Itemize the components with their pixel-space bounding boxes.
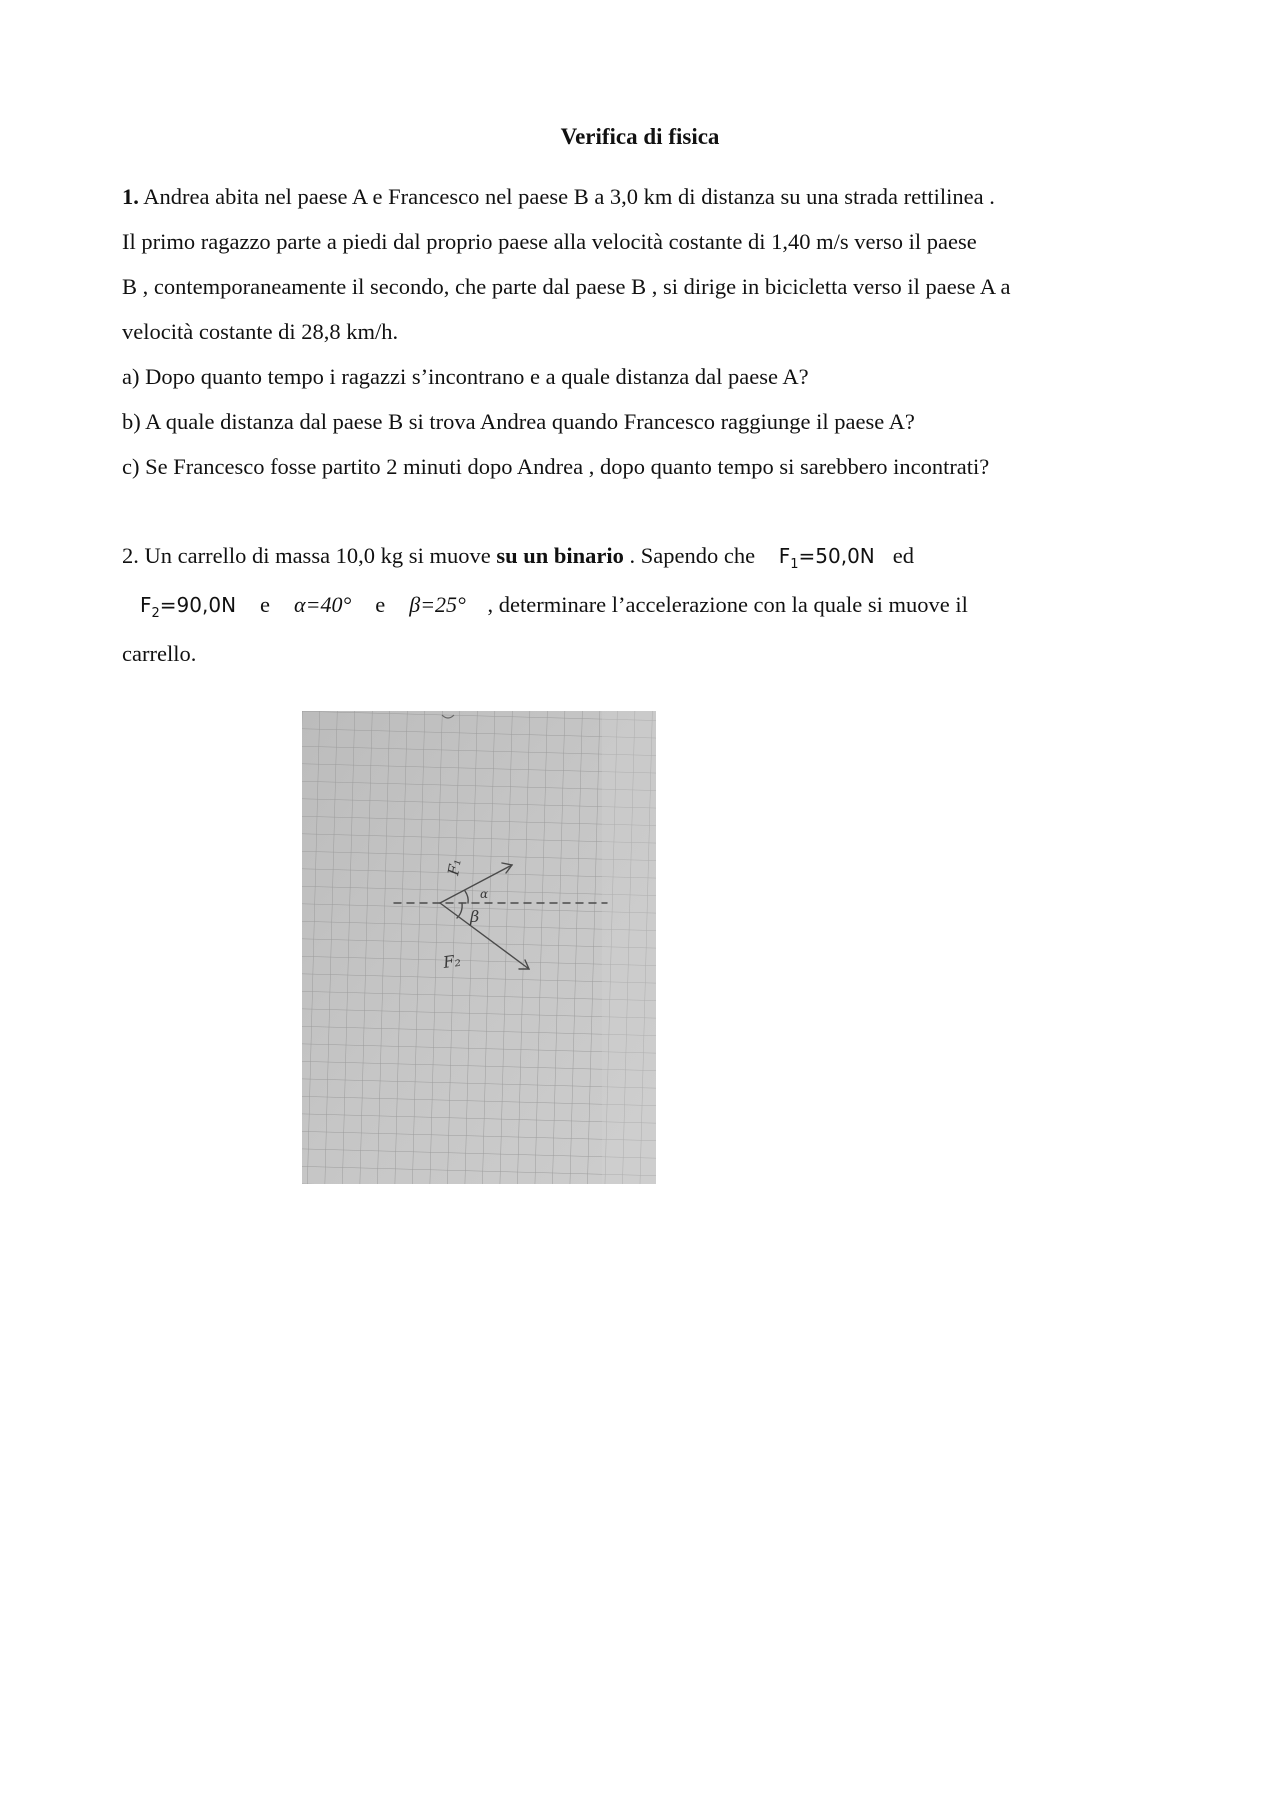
problem2-e2: e	[375, 592, 386, 617]
f2-label: F₂	[441, 950, 462, 972]
problem2-rest: , determinare l’accelerazione con la quale si muove il	[481, 592, 968, 617]
problem2-bold: su un binario	[496, 543, 624, 568]
alpha-label: α	[480, 887, 489, 901]
problem1-number: 1.	[122, 184, 139, 209]
problem2-ed: ed	[892, 543, 915, 568]
question-a: a) Dopo quanto tempo i ragazzi s’incontrano e a quale distanza dal paese A?	[122, 364, 809, 389]
force-diagram	[302, 711, 656, 1184]
problem2-line-3: carrello.	[122, 641, 197, 666]
problem2-after-bold: . Sapendo che	[623, 543, 761, 568]
beta-label: β	[470, 907, 480, 926]
problem1-line-1	[122, 184, 995, 210]
problem1-text-1: Andrea abita nel paese A e Francesco nel paese B a 3,0 km di distanza su una strada rettilinea .	[138, 184, 995, 209]
page-title: Verifica di fisica	[560, 124, 720, 149]
problem1-line-2: Il primo ragazzo parte a piedi dal proprio paese alla velocità costante di 1,40 m/s verso il paese	[122, 229, 977, 254]
problem2-e1: e	[260, 592, 271, 617]
force-diagram-photo	[302, 711, 656, 1184]
alpha-formula: α=40°	[294, 592, 352, 617]
problem2-intro: 2. Un carrello di massa 10,0 kg si muove	[122, 543, 497, 568]
beta-formula: β=25°	[409, 592, 466, 617]
problem1-line-3: B , contemporaneamente il secondo, che parte dal paese B , si dirige in bicicletta verso il paese A a	[122, 274, 1011, 299]
problem1-line-4: velocità costante di 28,8 km/h.	[122, 319, 399, 344]
problem2-line-1	[122, 543, 914, 572]
question-b: b) A quale distanza dal paese B si trova Andrea quando Francesco raggiunge il paese A?	[122, 409, 915, 434]
f1-formula: $F_1=50,0N$	[778, 544, 875, 572]
f1-label: F₁	[444, 857, 465, 877]
f2-formula: $F_2=90,0N$	[140, 593, 237, 621]
problem2-line-2	[140, 592, 968, 621]
question-c: c) Se Francesco fosse partito 2 minuti dopo Andrea , dopo quanto tempo si sarebbero incontrati?	[122, 454, 990, 479]
